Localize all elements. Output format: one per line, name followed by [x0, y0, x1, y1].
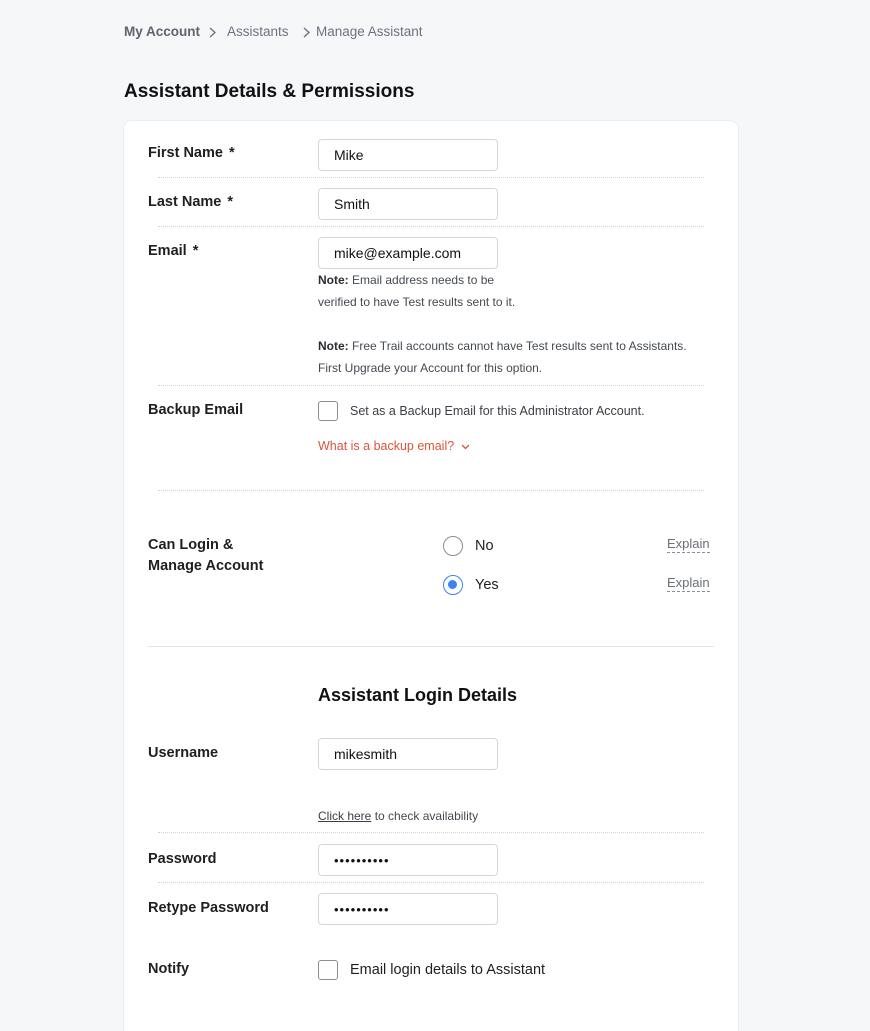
divider [158, 226, 704, 227]
backup-email-label: Backup Email [148, 402, 244, 418]
can-login-label: Can Login & Manage Account [148, 537, 264, 574]
username-availability: Click here to check availability [318, 809, 479, 823]
retype-password-label: Retype Password [148, 900, 269, 916]
chevron-right-icon [303, 23, 310, 38]
notify-checkbox-label: Email login details to Assistant [350, 962, 546, 978]
divider [158, 490, 704, 491]
first-name-input[interactable] [318, 139, 498, 171]
divider [158, 882, 704, 883]
first-name-label: First Name * [148, 145, 235, 161]
divider [158, 832, 704, 833]
retype-password-input[interactable] [318, 893, 498, 925]
password-label: Password [148, 851, 217, 867]
notify-label: Notify [148, 961, 190, 977]
chevron-right-icon [209, 23, 216, 38]
email-verification-note: Note: Email address needs to be verified to have Test results sent to it. [318, 273, 516, 309]
page-title: Assistant Details & Permissions [124, 81, 415, 102]
divider [158, 177, 704, 178]
check-availability-link[interactable]: Click here [318, 809, 372, 823]
explain-yes-link[interactable]: Explain [667, 575, 710, 590]
breadcrumb-my-account[interactable]: My Account [124, 24, 201, 39]
last-name-label: Last Name * [148, 194, 233, 210]
can-login-no-radio[interactable] [443, 536, 463, 556]
backup-email-checkbox[interactable] [318, 401, 338, 421]
login-details-title: Assistant Login Details [318, 685, 518, 705]
can-login-no-label: No [475, 538, 494, 554]
explain-no-link[interactable]: Explain [667, 536, 710, 551]
can-login-yes-radio[interactable] [443, 575, 463, 595]
password-input[interactable] [318, 844, 498, 876]
chevron-down-icon [461, 444, 470, 450]
last-name-input[interactable] [318, 188, 498, 220]
email-input[interactable] [318, 237, 498, 269]
username-label: Username [148, 745, 219, 761]
upgrade-link[interactable]: Upgrade [344, 361, 391, 375]
backup-email-checkbox-label: Set as a Backup Email for this Administrator Account. [350, 404, 645, 418]
can-login-yes-label: Yes [475, 577, 499, 593]
username-input[interactable] [318, 738, 498, 770]
backup-email-help-link[interactable]: What is a backup email? [318, 438, 470, 454]
free-trial-note: Note: Free Trail accounts cannot have Test results sent to Assistants. First Upgrade your Account for this option. [318, 339, 687, 375]
section-divider [148, 646, 714, 647]
email-label: Email * [148, 243, 199, 259]
notify-checkbox[interactable] [318, 960, 338, 980]
divider [158, 385, 704, 386]
breadcrumb-manage-assistant: Manage Assistant [316, 24, 423, 39]
breadcrumb-assistants[interactable]: Assistants [227, 24, 289, 39]
